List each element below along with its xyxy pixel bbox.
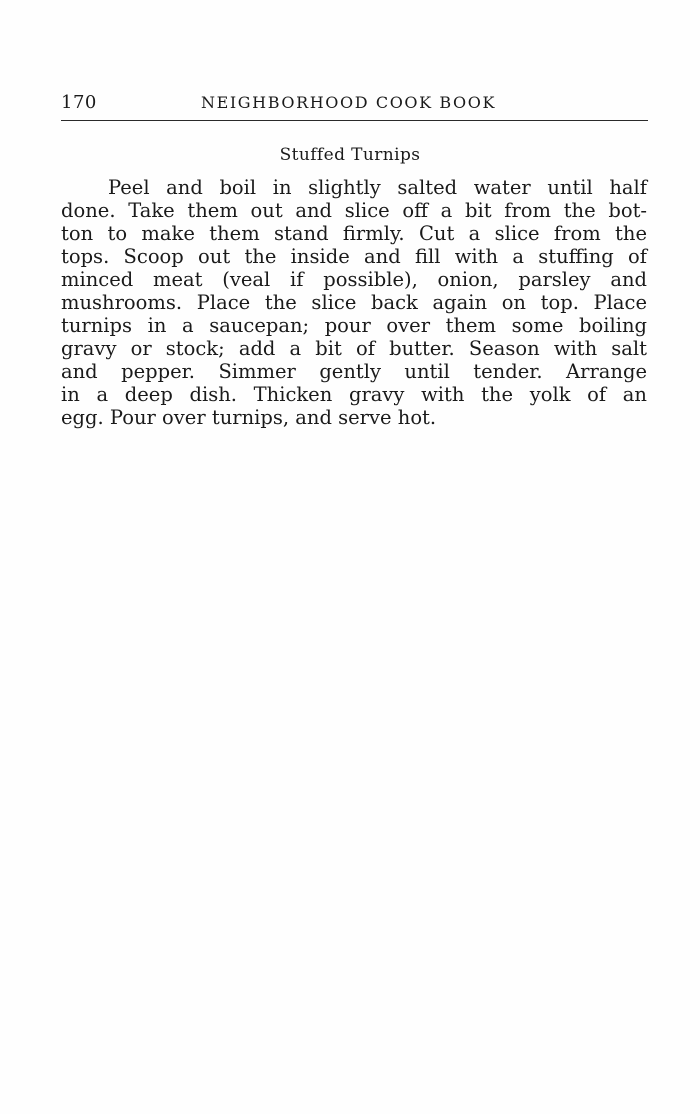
header-rule	[61, 120, 648, 121]
running-head: NEIGHBORHOOD COOK BOOK	[201, 93, 497, 112]
recipe-title: Stuffed Turnips	[279, 145, 421, 165]
body-line: egg. Pour over turnips, and serve hot.	[61, 406, 437, 429]
body-line: Peel and boil in slightly salted water until half	[108, 176, 647, 199]
body-line: done. Take them out and slice off a bit from the bot-	[61, 199, 647, 222]
body-line: and pepper. Simmer gently until tender. Arrange	[61, 360, 647, 383]
body-line: gravy or stock; add a bit of butter. Season with salt	[61, 337, 647, 360]
page-number: 170	[61, 92, 97, 113]
body-line: turnips in a saucepan; pour over them some boiling	[61, 314, 647, 337]
body-line: minced meat (veal if possible), onion, parsley and	[61, 268, 647, 291]
body-line: ton to make them stand firmly. Cut a slice from the	[61, 222, 647, 245]
body-line: tops. Scoop out the inside and fill with a stuffing of	[61, 245, 647, 268]
body-line: mushrooms. Place the slice back again on top. Place	[61, 291, 647, 314]
page-header	[61, 92, 648, 118]
body-line: in a deep dish. Thicken gravy with the yolk of an	[61, 383, 647, 406]
